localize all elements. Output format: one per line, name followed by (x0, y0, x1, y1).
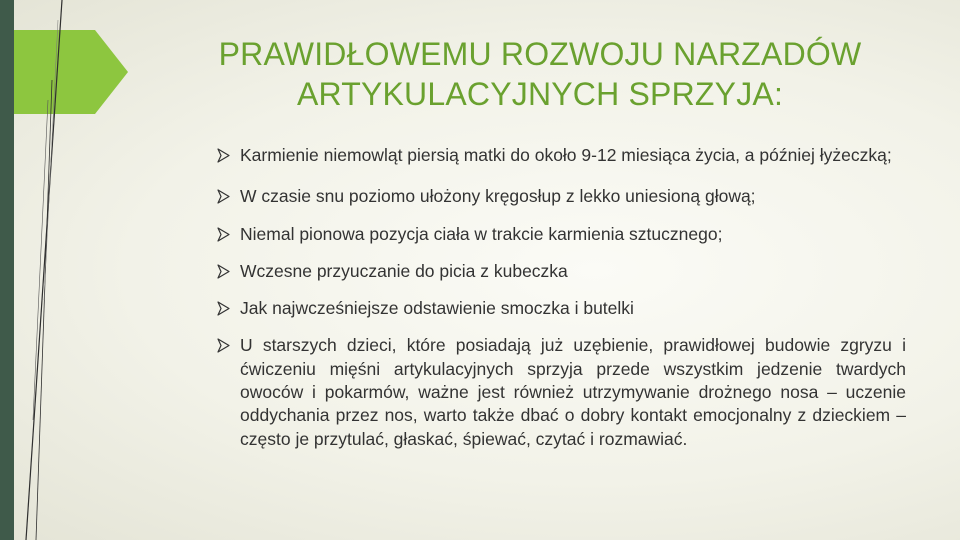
arrow-right-bullet-icon (216, 264, 231, 279)
arrow-right-bullet-icon (216, 301, 231, 316)
bullet-item (216, 334, 906, 450)
bullet-text: W czasie snu poziomo ułożony kręgosłup z lekko uniesioną głową; (240, 186, 756, 207)
bullet-item (216, 185, 906, 208)
bullet-list (216, 144, 906, 451)
green-arrow-tab (14, 30, 128, 114)
arrow-right-bullet-icon (216, 338, 231, 353)
arrow-right-bullet-icon (216, 189, 231, 204)
decorative-lines (0, 0, 140, 540)
slide-title (180, 34, 900, 114)
slide-title-line-1: PRAWIDŁOWEMU ROZWOJU NARZADÓW (218, 36, 862, 72)
bullet-text: Wczesne przyuczanie do picia z kubeczka (240, 260, 568, 281)
bullet-text: U starszych dzieci, które posiadają już uzębienie, prawidłowej budowie zgryzu i ćwiczeniu mięśni artykulacyjnych sprzyja przede wszystkim jedzenie twardych owoców i pokarmów, ważne jest również utrzymywanie drożnego nosa – uczenie oddychania przez nos, warto także dbać o dobry kontakt emocjonalny z dzieckiem – często je przytulać, głaskać, śpiewać, czytać i rozmawiać. (240, 335, 906, 449)
arrow-right-bullet-icon (216, 227, 231, 242)
bullet-item (216, 144, 906, 167)
slide-title-line-2: ARTYKULACYJNYCH SPRZYJA: (296, 76, 784, 112)
bullet-item (216, 223, 906, 246)
bullet-text: Niemal pionowa pozycja ciała w trakcie karmienia sztucznego; (240, 223, 723, 244)
bullet-item (216, 297, 906, 320)
arrow-right-bullet-icon (216, 148, 231, 163)
bullet-text: Karmienie niemowląt piersią matki do około 9-12 miesiąca życia, a później łyżeczką; (240, 145, 892, 165)
bullet-item (216, 260, 906, 283)
bullet-text: Jak najwcześniejsze odstawienie smoczka i butelki (240, 298, 634, 319)
